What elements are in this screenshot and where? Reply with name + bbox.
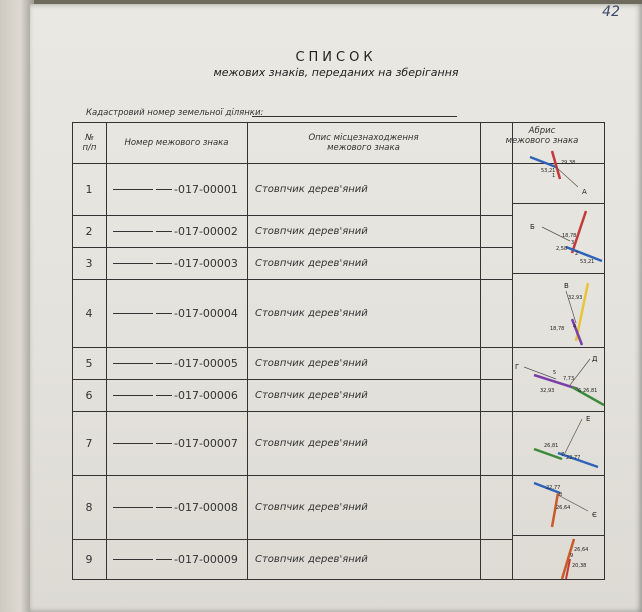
row-number: 6 bbox=[85, 388, 93, 402]
svg-text:7: 7 bbox=[561, 452, 565, 458]
sketch-mark-3 bbox=[550, 282, 588, 345]
svg-text:22,77: 22,77 bbox=[546, 485, 561, 491]
col-divider bbox=[247, 123, 248, 579]
col-divider bbox=[480, 123, 481, 579]
svg-text:Е: Е bbox=[586, 415, 591, 423]
mark-code-text: -017-00007 bbox=[174, 436, 238, 450]
svg-text:22,77: 22,77 bbox=[566, 455, 581, 461]
code-blank bbox=[156, 312, 172, 314]
code-blank bbox=[156, 506, 172, 508]
row-number: 3 bbox=[85, 256, 93, 270]
mark-code-text: -017-00006 bbox=[174, 388, 238, 402]
code-blank bbox=[156, 394, 172, 396]
svg-text:53,21: 53,21 bbox=[541, 168, 556, 174]
svg-text:26,81: 26,81 bbox=[544, 443, 559, 449]
code-blank bbox=[113, 230, 153, 232]
code-blank bbox=[156, 362, 172, 364]
header-code: Номер межового знака bbox=[124, 138, 229, 148]
header-num: № п/п bbox=[82, 133, 97, 153]
svg-text:Б: Б bbox=[530, 223, 535, 231]
code-blank bbox=[113, 362, 153, 364]
mark-code bbox=[113, 279, 243, 347]
svg-text:18,78: 18,78 bbox=[562, 233, 577, 239]
svg-text:В: В bbox=[564, 282, 569, 290]
row-number: 2 bbox=[85, 224, 93, 238]
svg-text:4: 4 bbox=[573, 324, 577, 330]
row-number: 1 bbox=[85, 182, 93, 196]
document-title: СПИСОК bbox=[295, 50, 377, 65]
row-number: 7 bbox=[85, 436, 93, 450]
col-divider bbox=[106, 123, 107, 579]
mark-code-text: -017-00002 bbox=[174, 224, 238, 238]
header-sketch: Абрис межового знака bbox=[505, 126, 579, 146]
mark-code bbox=[113, 163, 243, 215]
mark-code bbox=[113, 475, 243, 539]
document-subtitle: межових знаків, переданих на зберігання bbox=[213, 66, 459, 79]
sketch-mark-7 bbox=[562, 539, 588, 579]
code-blank bbox=[156, 230, 172, 232]
code-blank bbox=[156, 188, 172, 190]
svg-text:29,38: 29,38 bbox=[561, 160, 576, 166]
svg-text:32,93: 32,93 bbox=[568, 295, 583, 301]
mark-code-text: -017-00003 bbox=[174, 256, 238, 270]
cadastral-number-label: Кадастровий номер земельної ділянки: bbox=[86, 108, 264, 118]
row-number: 4 bbox=[85, 306, 93, 320]
boundary-marks-table bbox=[72, 122, 605, 580]
sketch-mark-1 bbox=[530, 151, 587, 196]
svg-text:А: А bbox=[582, 188, 587, 196]
mark-description: Стовпчик дерев'яний bbox=[255, 225, 368, 237]
mark-description: Стовпчик дерев'яний bbox=[255, 553, 368, 565]
sketch-mark-6 bbox=[534, 483, 597, 527]
header-description: Опис місцезнаходження межового знака bbox=[308, 133, 419, 153]
mark-code-text: -017-00001 bbox=[174, 182, 238, 196]
svg-text:26,64: 26,64 bbox=[556, 505, 571, 511]
row-number: 9 bbox=[85, 552, 93, 566]
row-number: 5 bbox=[85, 356, 93, 370]
svg-text:26,81: 26,81 bbox=[583, 388, 598, 394]
mark-code bbox=[113, 411, 243, 475]
code-blank bbox=[156, 442, 172, 444]
code-blank bbox=[156, 558, 172, 560]
mark-description: Стовпчик дерев'яний bbox=[255, 307, 368, 319]
mark-code-text: -017-00009 bbox=[174, 552, 238, 566]
svg-text:9: 9 bbox=[570, 553, 574, 559]
mark-description: Стовпчик дерев'яний bbox=[255, 357, 368, 369]
sketch-mark-4 bbox=[515, 355, 604, 405]
code-blank bbox=[113, 442, 153, 444]
sketch-mark-2 bbox=[530, 211, 602, 265]
svg-text:53,21: 53,21 bbox=[580, 259, 595, 265]
cadastral-number-blank bbox=[252, 116, 457, 117]
mark-code bbox=[113, 215, 243, 247]
svg-text:Г: Г bbox=[515, 363, 520, 371]
mark-description: Стовпчик дерев'яний bbox=[255, 437, 368, 449]
mark-description: Стовпчик дерев'яний bbox=[255, 183, 368, 195]
svg-text:32,93: 32,93 bbox=[540, 388, 555, 394]
svg-text:2: 2 bbox=[575, 251, 579, 257]
sketch-column bbox=[512, 149, 604, 579]
svg-text:7,73: 7,73 bbox=[563, 376, 575, 382]
mark-code bbox=[113, 347, 243, 379]
mark-code bbox=[113, 539, 243, 579]
mark-description: Стовпчик дерев'яний bbox=[255, 389, 368, 401]
page-number: 42 bbox=[602, 4, 620, 20]
code-blank bbox=[113, 188, 153, 190]
mark-code bbox=[113, 379, 243, 411]
mark-code-text: -017-00005 bbox=[174, 356, 238, 370]
left-page-edge bbox=[0, 0, 34, 612]
svg-text:Є: Є bbox=[592, 511, 597, 519]
mark-code-text: -017-00008 bbox=[174, 500, 238, 514]
svg-text:2,58: 2,58 bbox=[556, 246, 568, 252]
mark-description: Стовпчик дерев'яний bbox=[255, 257, 368, 269]
mark-description: Стовпчик дерев'яний bbox=[255, 501, 368, 513]
svg-text:8: 8 bbox=[559, 492, 563, 498]
svg-text:5: 5 bbox=[553, 370, 557, 376]
svg-text:3: 3 bbox=[571, 240, 575, 246]
code-blank bbox=[156, 262, 172, 264]
row-number: 8 bbox=[85, 500, 93, 514]
sketch-mark-5 bbox=[534, 415, 598, 467]
code-blank bbox=[113, 394, 153, 396]
code-blank bbox=[113, 558, 153, 560]
code-blank bbox=[113, 506, 153, 508]
svg-text:26,64: 26,64 bbox=[574, 547, 589, 553]
mark-code-text: -017-00004 bbox=[174, 306, 238, 320]
mark-code bbox=[113, 247, 243, 279]
svg-text:1: 1 bbox=[552, 173, 556, 179]
document-page bbox=[30, 4, 642, 612]
svg-text:20,38: 20,38 bbox=[572, 563, 587, 569]
code-blank bbox=[113, 262, 153, 264]
svg-text:18,78: 18,78 bbox=[550, 326, 565, 332]
svg-text:Д: Д bbox=[592, 355, 598, 363]
code-blank bbox=[113, 312, 153, 314]
svg-text:6: 6 bbox=[578, 388, 582, 394]
